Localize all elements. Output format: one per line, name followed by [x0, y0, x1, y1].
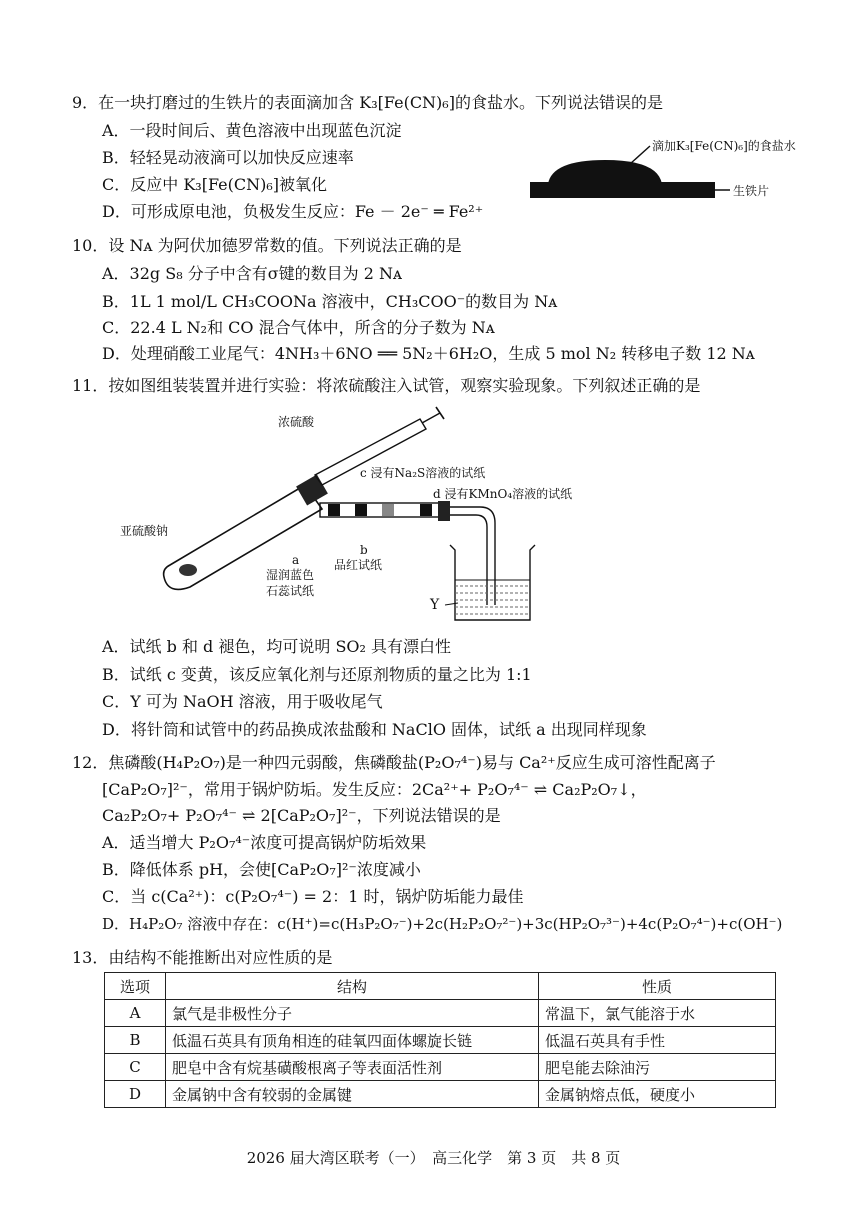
- q11-a-line2: 石蕊试纸: [266, 584, 315, 598]
- q11-c-label: c 浸有Na₂S溶液的试纸: [360, 466, 486, 480]
- table-row: [105, 1081, 776, 1108]
- table-cell: 低温石英具有手性: [539, 1027, 776, 1054]
- q12-option-c: C．当 c(Ca²⁺)：c(P₂O₇⁴⁻) = 2：1 时，锅炉防垢能力最佳: [102, 887, 524, 906]
- table-cell: C: [105, 1054, 166, 1081]
- drop: [548, 160, 662, 184]
- q11-sulfite-label: 亚硫酸钠: [120, 524, 169, 538]
- q9-iron-label: 生铁片: [733, 184, 770, 198]
- q10-option-d: D．处理硝酸工业尾气：4NH₃＋6NO ══ 5N₂＋6H₂O，生成 5 mol N₂ 转移电子数 12 Nᴀ: [102, 344, 755, 363]
- table-cell: B: [105, 1027, 166, 1054]
- beaker: [450, 545, 535, 620]
- table-cell: D: [105, 1081, 166, 1108]
- q11-acid-label: 浓硫酸: [278, 415, 315, 429]
- table-row: [105, 1054, 776, 1081]
- sodium-sulfite: [179, 564, 197, 576]
- q9-option-b: B．轻轻晃动液滴可以加快反应速率: [102, 148, 354, 167]
- q10-option-b: B．1L 1 mol/L CH₃COONa 溶液中，CH₃COO⁻的数目为 Nᴀ: [102, 292, 558, 311]
- q9-stem: 9．在一块打磨过的生铁片的表面滴加含 K₃[Fe(CN)₆]的食盐水。下列说法错误的是: [72, 93, 663, 112]
- q10-option-a: A．32g S₈ 分子中含有σ键的数目为 2 Nᴀ: [102, 264, 403, 283]
- q13-stem: 13．由结构不能推断出对应性质的是: [72, 948, 333, 967]
- table-cell: 肥皂中含有烷基磺酸根离子等表面活性剂: [166, 1054, 539, 1081]
- q10-option-c: C．22.4 L N₂和 CO 混合气体中，所含的分子数为 Nᴀ: [102, 318, 495, 337]
- q11-a-line1: 湿润蓝色: [266, 568, 315, 582]
- q12-option-a: A．适当增大 P₂O₇⁴⁻浓度可提高锅炉防垢效果: [102, 833, 427, 852]
- q11-a-mark: a: [292, 553, 300, 567]
- q10-stem: 10．设 Nᴀ 为阿伏加德罗常数的值。下列说法正确的是: [72, 236, 462, 255]
- q9-drop-label: 滴加K₃[Fe(CN)₆]的食盐水: [652, 139, 796, 153]
- table-row: [105, 1000, 776, 1027]
- q9-option-d: D．可形成原电池，负极发生反应：Fe － 2e⁻ ═ Fe²⁺: [102, 202, 484, 221]
- q11-b-mark: b: [360, 543, 368, 557]
- q11-y-label: Y: [430, 597, 440, 613]
- q12-stem-3: Ca₂P₂O₇+ P₂O₇⁴⁻ ⇌ 2[CaP₂O₇]²⁻，下列说法错误的是: [102, 806, 501, 825]
- q12-option-d: D．H₄P₂O₇ 溶液中存在：c(H⁺)=c(H₃P₂O₇⁻)+2c(H₂P₂O₇²⁻)+3c(HP₂O₇³⁻)+4c(P₂O₇⁴⁻)+c(OH⁻): [102, 915, 783, 933]
- table-header: 选项: [105, 973, 166, 1000]
- table-header: 结构: [166, 973, 539, 1000]
- q12-option-b: B．降低体系 pH，会使[CaP₂O₇]²⁻浓度减小: [102, 860, 421, 879]
- q11-option-d: D．将针筒和试管中的药品换成浓盐酸和 NaClO 固体，试纸 a 出现同样现象: [102, 720, 647, 739]
- q11-b-label: 品红试纸: [334, 558, 383, 572]
- q12-stem-2: [CaP₂O₇]²⁻，常用于锅炉防垢。发生反应：2Ca²⁺+ P₂O₇⁴⁻ ⇌ Ca₂P₂O₇↓，: [102, 780, 647, 799]
- q11-option-a: A．试纸 b 和 d 褪色，均可说明 SO₂ 具有漂白性: [102, 637, 452, 656]
- table-cell: 金属钠熔点低，硬度小: [539, 1081, 776, 1108]
- q11-d-label: d 浸有KMnO₄溶液的试纸: [433, 487, 573, 501]
- q12-stem-1: 12．焦磷酸(H₄P₂O₇)是一种四元弱酸，焦磷酸盐(P₂O₇⁴⁻)易与 Ca²⁺反应生成可溶性配离子: [72, 753, 716, 772]
- iron-plate: [530, 182, 715, 198]
- table-header: 性质: [539, 973, 776, 1000]
- table-row: [105, 1027, 776, 1054]
- q11-option-c: C．Y 可为 NaOH 溶液，用于吸收尾气: [102, 692, 383, 711]
- q9-option-a: A．一段时间后、黄色溶液中出现蓝色沉淀: [102, 121, 402, 140]
- q11-option-b: B．试纸 c 变黄，该反应氧化剂与还原剂物质的量之比为 1:1: [102, 665, 532, 684]
- table-cell: A: [105, 1000, 166, 1027]
- q11-apparatus: [150, 405, 573, 625]
- q13-table: [104, 972, 776, 1108]
- page-footer: 2026 届大湾区联考（一） 高三化学 第 3 页 共 8 页: [246, 1149, 621, 1167]
- table-cell: 肥皂能去除油污: [539, 1054, 776, 1081]
- table-header-row: [105, 973, 776, 1000]
- table-cell: 金属钠中含有较弱的金属键: [166, 1081, 539, 1108]
- table-cell: 常温下，氯气能溶于水: [539, 1000, 776, 1027]
- table-cell: 低温石英具有顶角相连的硅氧四面体螺旋长链: [166, 1027, 539, 1054]
- table-cell: 氯气是非极性分子: [166, 1000, 539, 1027]
- q11-stem: 11．按如图组装装置并进行实验：将浓硫酸注入试管，观察实验现象。下列叙述正确的是: [72, 376, 701, 395]
- q9-option-c: C．反应中 K₃[Fe(CN)₆]被氧化: [102, 175, 328, 194]
